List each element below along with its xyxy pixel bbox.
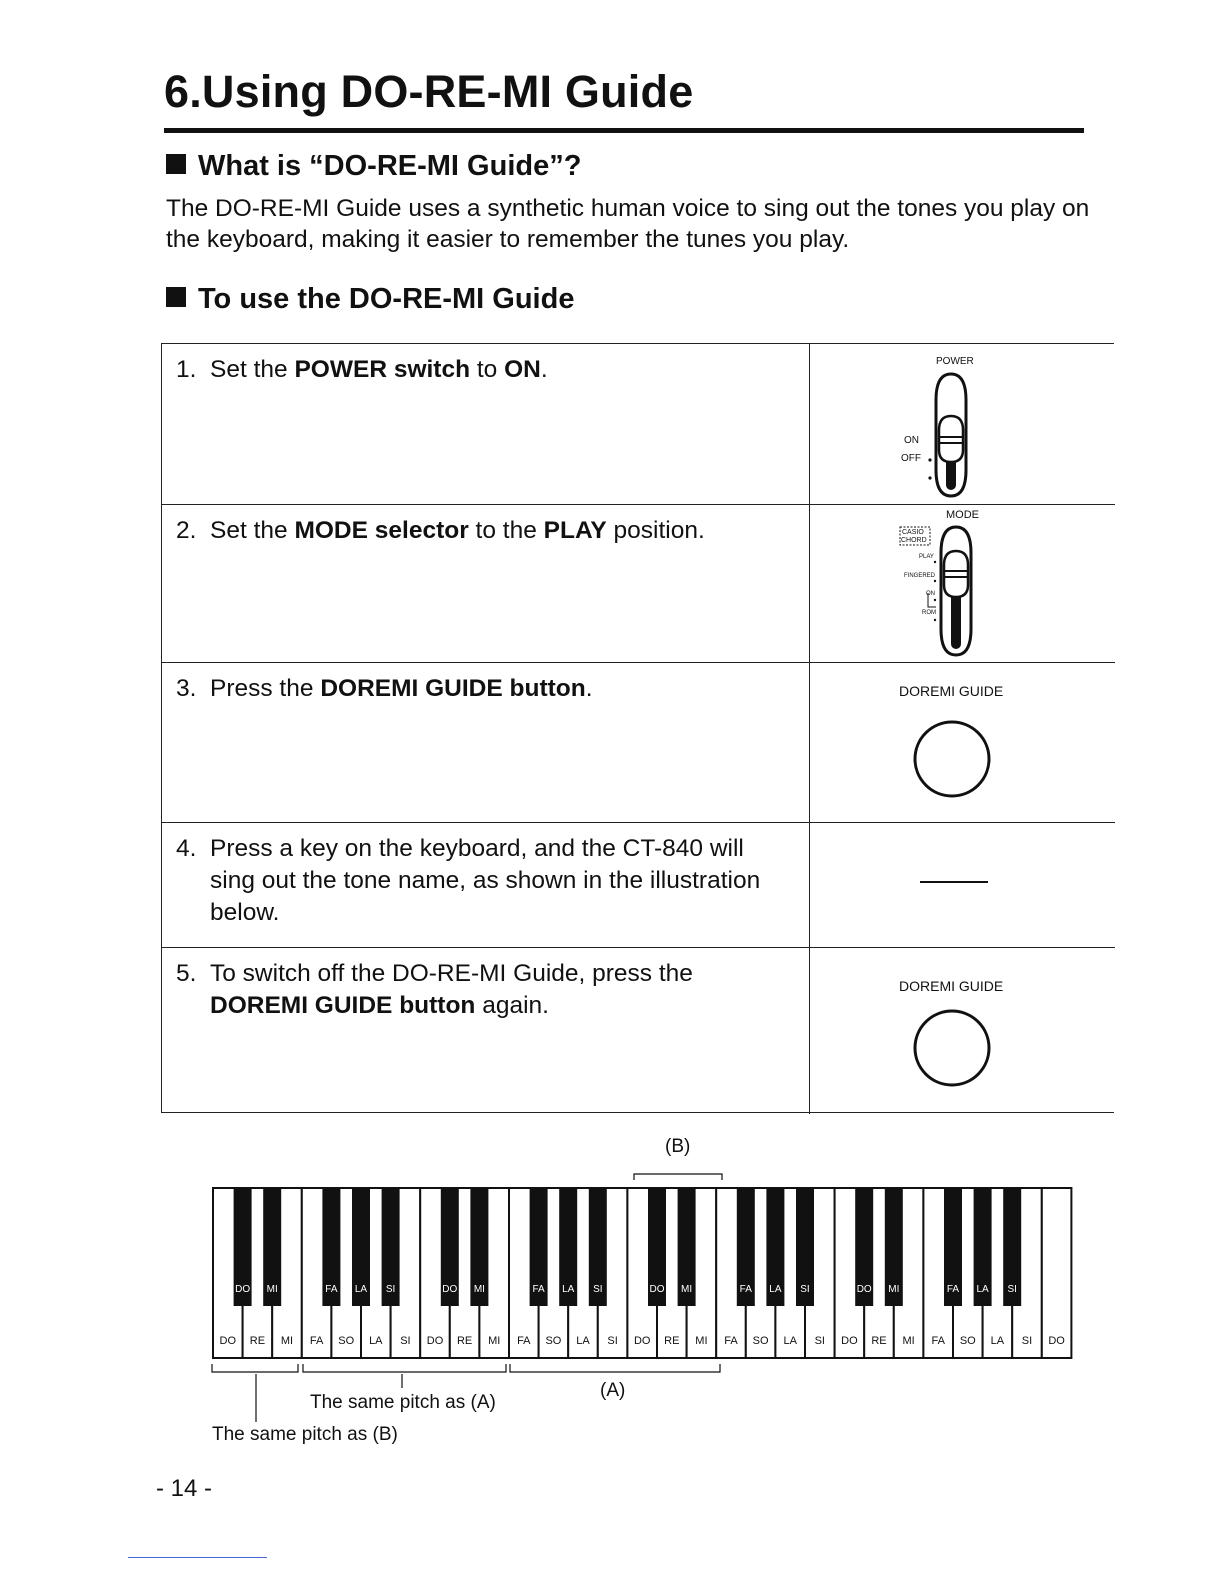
step-text-post: again. — [475, 992, 549, 1019]
power-switch-icon — [920, 370, 980, 500]
step-text-pre: Set the — [210, 356, 295, 383]
step-number: 2. — [176, 517, 197, 544]
white-key-label: LA — [783, 1335, 797, 1347]
black-key-label: MI — [266, 1284, 278, 1295]
steps-table — [161, 343, 1114, 1113]
step-text — [176, 833, 776, 929]
black-key-label: SI — [800, 1284, 810, 1295]
step-text-post: . — [540, 356, 548, 383]
black-key-label: LA — [769, 1284, 782, 1295]
white-key-label: DO — [426, 1335, 444, 1347]
black-key-label: MI — [888, 1284, 900, 1295]
white-key-label: DO — [633, 1335, 651, 1347]
white-key-label: LA — [576, 1335, 590, 1347]
bullet-square-icon — [166, 287, 186, 307]
power-switch-figure — [809, 344, 1115, 504]
power-label: POWER — [936, 356, 974, 367]
white-key-label: DO — [219, 1335, 237, 1347]
keyboard-svg — [210, 1136, 1090, 1426]
white-key-label: DO — [841, 1335, 858, 1347]
doremi-guide-label: DOREMI GUIDE — [899, 683, 1004, 699]
white-key-label: MI — [902, 1335, 915, 1347]
white-key-label: SI — [400, 1335, 411, 1347]
mode-label: MODE — [946, 509, 979, 521]
step-number: 4. — [176, 835, 197, 862]
step-text-pre: To switch off the DO-RE-MI Guide, press the — [210, 960, 693, 987]
black-key-label: FA — [325, 1284, 338, 1295]
section-heading-text: To use the DO-RE-MI Guide — [198, 283, 575, 315]
step-bold-on: ON — [504, 356, 541, 383]
step-row-2 — [162, 504, 1115, 662]
step-bold-power-switch: POWER switch — [294, 356, 471, 383]
white-key-label: SI — [814, 1335, 826, 1347]
white-key-label: RE — [871, 1335, 887, 1347]
black-key-label: FA — [532, 1284, 545, 1295]
mode-on-label: ON — [926, 591, 935, 597]
label-a: (A) — [600, 1380, 626, 1401]
white-key-label: SO — [752, 1335, 769, 1347]
mode-chord-label: CHORD — [901, 537, 927, 544]
step-text-post: position. — [606, 517, 705, 544]
step-row-5 — [162, 947, 1115, 1114]
step-text — [176, 515, 776, 547]
black-key-label: FA — [739, 1284, 752, 1295]
black-key-label: MI — [681, 1284, 693, 1295]
section-heading-what-is — [166, 150, 581, 183]
label-b: (B) — [665, 1136, 691, 1157]
black-key-label: FA — [946, 1284, 960, 1295]
white-key-label: FA — [724, 1335, 738, 1347]
black-key-label: LA — [354, 1284, 368, 1295]
power-off-label: OFF — [901, 453, 921, 464]
black-key-label: DO — [649, 1284, 665, 1295]
black-key-label: DO — [442, 1284, 458, 1295]
dash-placeholder — [920, 881, 988, 883]
black-key-label: SI — [593, 1284, 603, 1295]
white-key — [1042, 1188, 1072, 1358]
white-key-label: LA — [369, 1335, 383, 1347]
step-bold-doremi-button: DOREMI GUIDE button — [320, 675, 586, 702]
black-key-label: SI — [385, 1284, 396, 1295]
white-key-label: FA — [931, 1335, 945, 1347]
doremi-guide-button-icon — [910, 717, 994, 801]
step-bold-doremi-button: DOREMI GUIDE button — [210, 992, 476, 1019]
black-key-label: SI — [1007, 1284, 1017, 1295]
white-key-label: RE — [249, 1335, 266, 1347]
mode-selector-figure — [809, 505, 1115, 662]
title-rule — [164, 128, 1084, 133]
footer-rule — [128, 1557, 267, 1558]
caption-same-pitch-b: The same pitch as (B) — [212, 1424, 398, 1445]
step-bold-play: PLAY — [543, 517, 607, 544]
power-on-label: ON — [904, 435, 919, 446]
step-number: 1. — [176, 356, 197, 383]
mode-fingered-label: FINGERED — [904, 573, 936, 579]
black-key-label: MI — [473, 1284, 485, 1295]
step-number: 5. — [176, 960, 197, 987]
page-title: 6.Using DO-RE-MI Guide — [164, 66, 694, 117]
step-row-4 — [162, 822, 1115, 947]
section-heading-to-use — [166, 283, 574, 316]
page-number: - 14 - — [156, 1475, 213, 1502]
white-key-label: DO — [1048, 1335, 1065, 1347]
step-text — [176, 354, 776, 386]
doremi-guide-figure-2 — [809, 948, 1115, 1114]
step-4-figure — [809, 823, 1115, 947]
white-key-label: SO — [959, 1335, 976, 1347]
white-key-label: SO — [545, 1335, 562, 1347]
white-key-label: SI — [607, 1335, 618, 1347]
white-key-label: MI — [695, 1335, 708, 1347]
section-heading-text: What is “DO-RE-MI Guide”? — [198, 150, 582, 182]
bullet-square-icon — [166, 154, 186, 174]
mode-casio-label: CASIO — [902, 529, 924, 536]
step-bold-mode-selector: MODE selector — [294, 517, 469, 544]
black-key-label: LA — [562, 1284, 575, 1295]
doremi-guide-figure — [809, 663, 1115, 822]
black-key-label: LA — [976, 1284, 989, 1295]
black-key-label: DO — [235, 1284, 251, 1295]
black-key-label: DO — [856, 1284, 872, 1295]
step-number: 3. — [176, 675, 197, 702]
step-text-pre: Set the — [210, 517, 295, 544]
white-key-label: RE — [664, 1335, 680, 1347]
mode-rom-label: ROM — [922, 610, 936, 616]
step-text — [176, 673, 776, 705]
doremi-guide-label: DOREMI GUIDE — [899, 978, 1004, 994]
white-key-label: MI — [280, 1335, 294, 1347]
step-text-pre: Press the — [210, 675, 321, 702]
mode-selector-icon — [898, 523, 988, 658]
step-text-mid: to — [470, 356, 505, 383]
step-text-mid: to the — [468, 517, 544, 544]
white-key-label: LA — [990, 1335, 1005, 1347]
white-key-label: FA — [309, 1335, 324, 1347]
step-text — [176, 958, 776, 1022]
white-key-label: RE — [456, 1335, 473, 1347]
step-text-body: Press a key on the keyboard, and the CT-840 will sing out the tone name, as shown in the illustration below. — [210, 835, 761, 926]
white-key-label: SI — [1021, 1335, 1033, 1347]
white-key-label: SO — [338, 1335, 355, 1347]
step-row-3 — [162, 662, 1115, 822]
step-row-1 — [162, 344, 1115, 504]
white-key-label: MI — [488, 1335, 501, 1347]
mode-play-label: PLAY — [919, 554, 934, 560]
caption-same-pitch-a: The same pitch as (A) — [310, 1392, 496, 1413]
doremi-guide-button-icon — [910, 1006, 994, 1090]
intro-paragraph: The DO-RE-MI Guide uses a synthetic human voice to sing out the tones you play on the keyboard, making it easier to remember the tunes you play. — [166, 195, 1090, 253]
step-text-post: . — [585, 675, 593, 702]
white-key-label: FA — [517, 1335, 531, 1347]
